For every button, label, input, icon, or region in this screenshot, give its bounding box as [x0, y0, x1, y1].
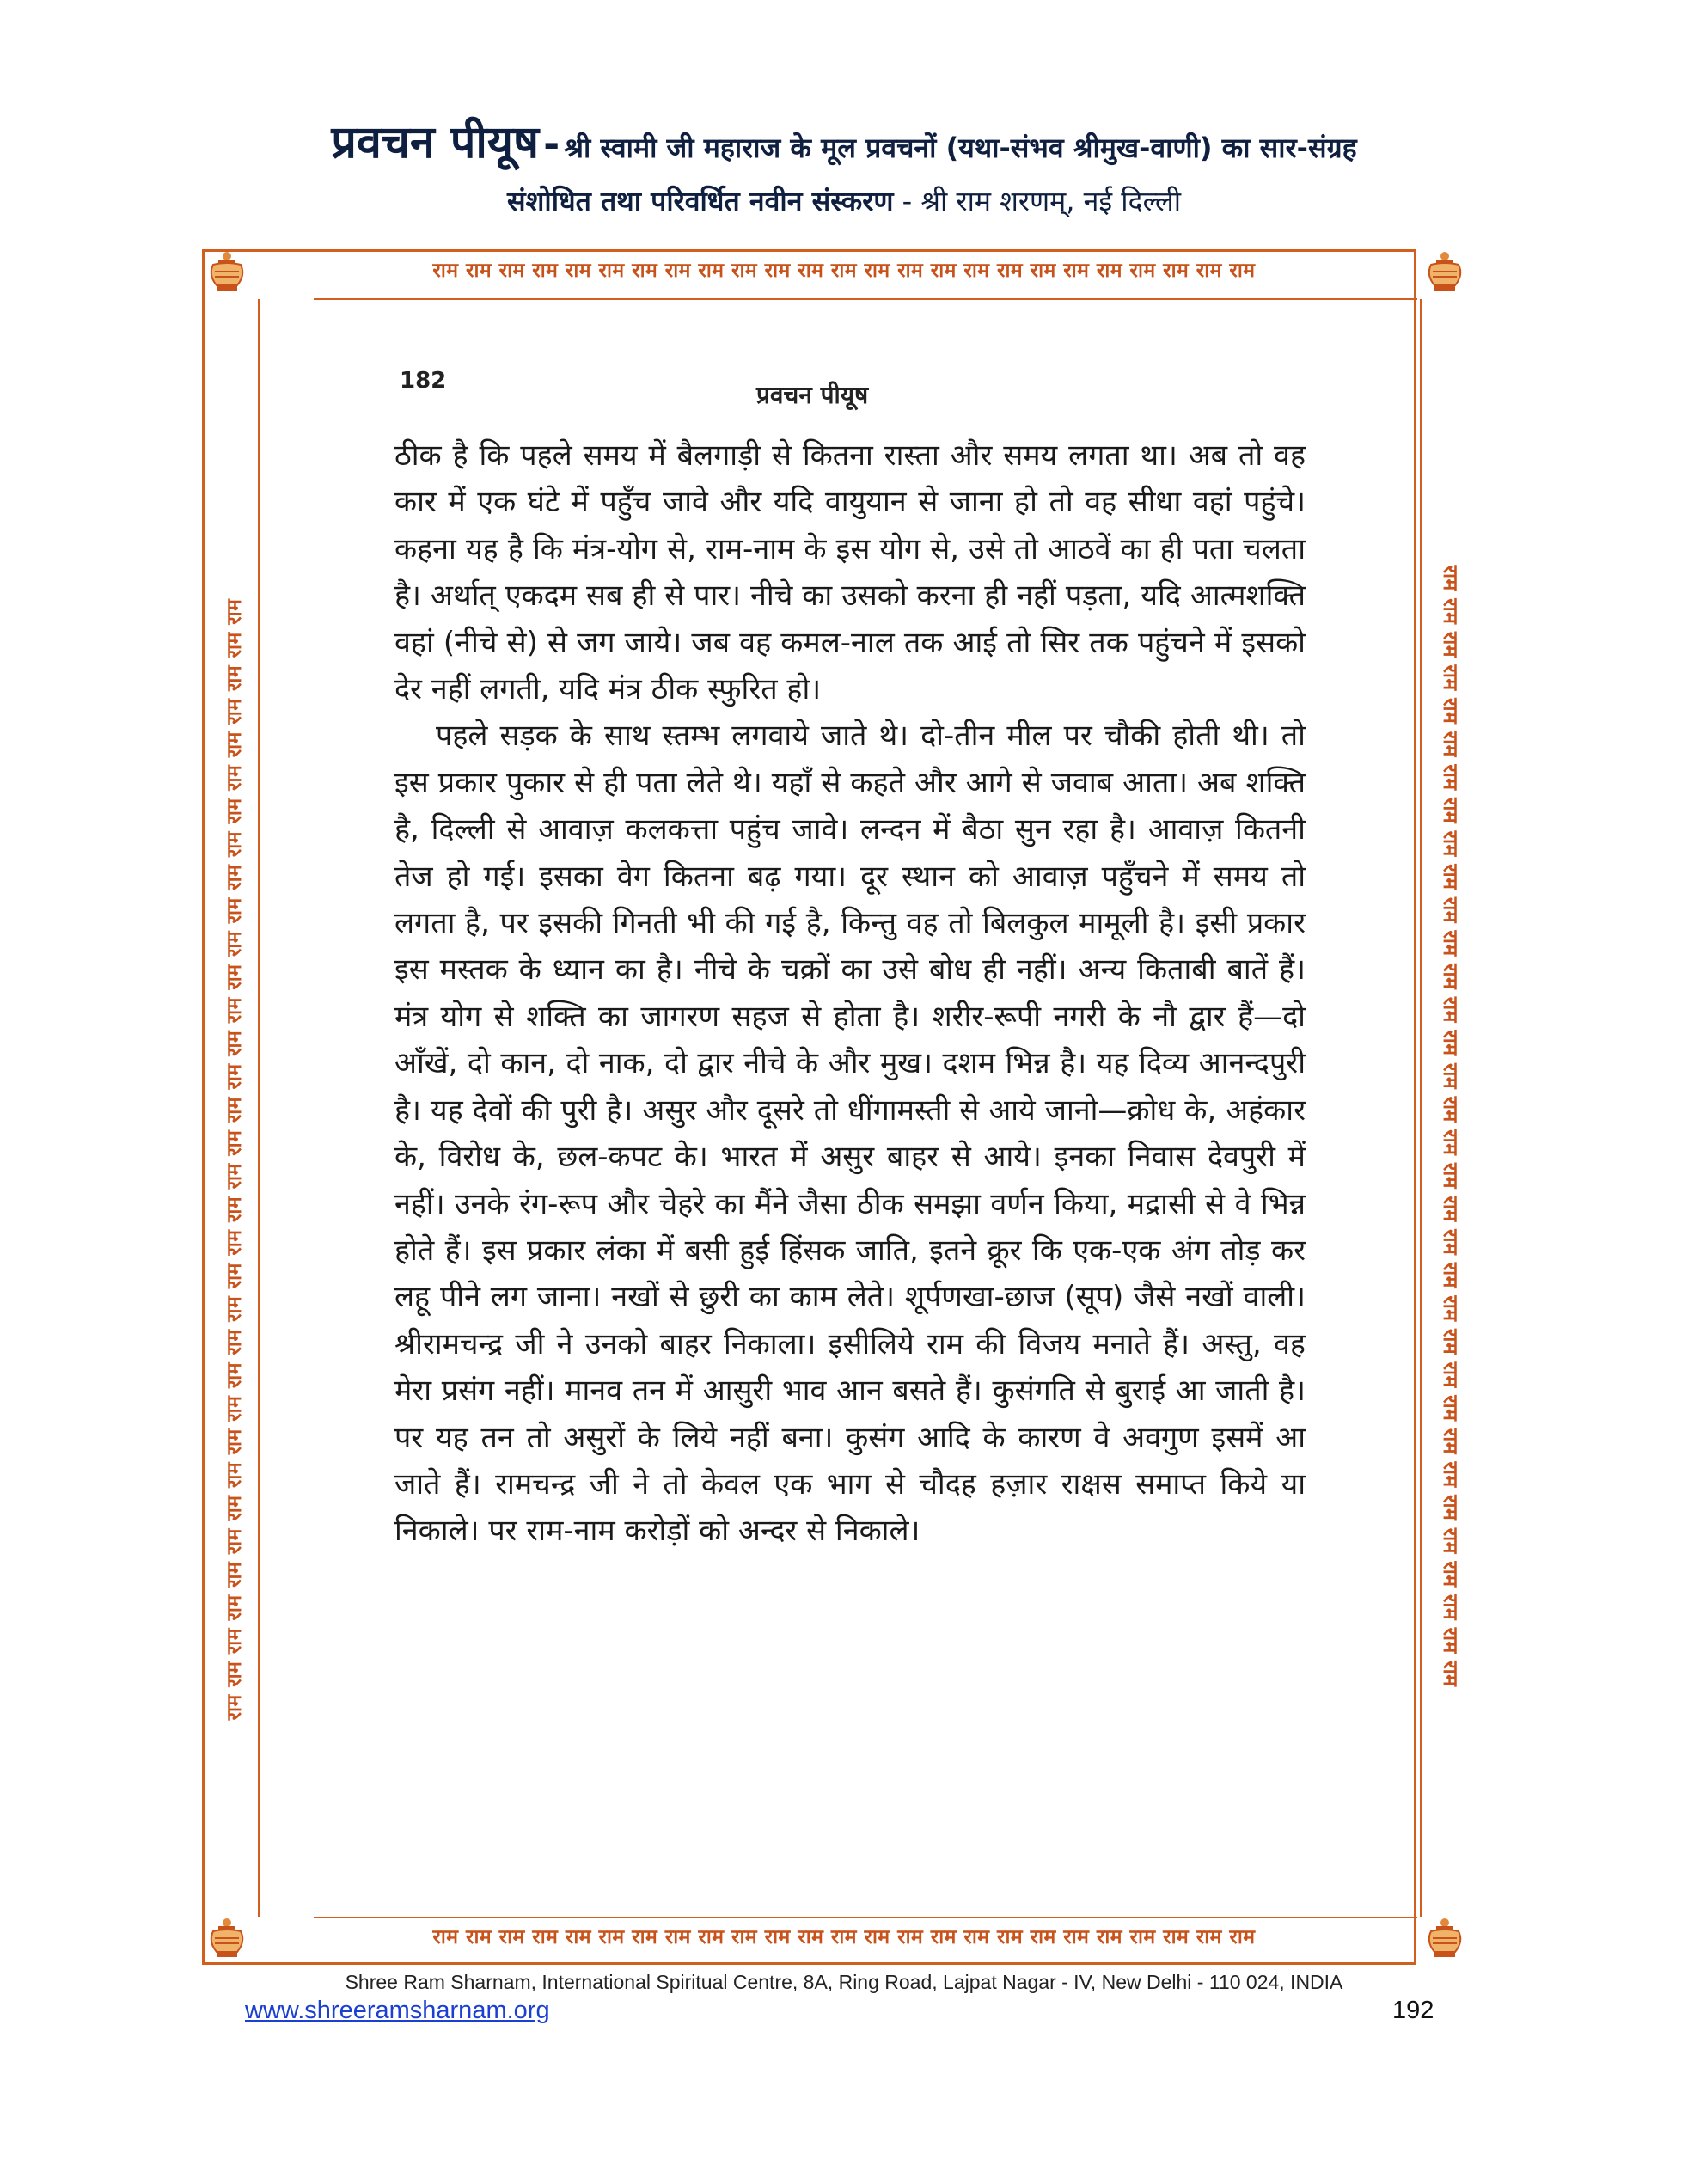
inner-rule-bottom: [314, 1917, 1417, 1918]
inner-rule-left: [258, 299, 260, 1917]
paragraph: ठीक है कि पहले समय में बैलगाड़ी से कितना रास्ता और समय लगता था। अब तो वह कार में एक घंटे में पहुँच जावे और यदि वायुयान से जाना हो तो वह सीधा वहां पहुंचे। कहना यह है कि मंत्र-योग से, राम-नाम के इस योग से, उसे तो आठवें का ही पता चलता है। अर्थात् एकदम सब ही से पार। नीचे का उसको करना ही नहीं पड़ता, यदि आत्मशक्ति वहां (नीचे से) से जग जाये। जब वह कमल-नाल तक आई तो सिर तक पहुंचने में इसको देर नहीं लगती, यदि मंत्र ठीक स्फुरित हो।: [394, 438, 1306, 707]
book-subtitle: श्री स्वामी जी महाराज के मूल प्रवचनों (यथा-संभव श्रीमुख-वाणी) का सार-संग्रह: [564, 132, 1357, 164]
kalash-icon: [205, 1916, 249, 1961]
ram-border-bottom: राम राम राम राम राम राम राम राम राम राम राम राम राम राम राम राम राम राम राम राम राम राम राम राम राम: [432, 1926, 1256, 1948]
book-title: प्रवचन पीयूष: [331, 117, 540, 168]
inner-page-title: प्रवचन पीयूष: [756, 381, 869, 409]
inner-page-number: 182: [400, 368, 447, 394]
kalash-icon: [1422, 1916, 1467, 1961]
kalash-icon: [1422, 249, 1467, 294]
inner-rule-top: [314, 298, 1417, 300]
kalash-icon: [205, 249, 249, 294]
footer-address: Shree Ram Sharnam, International Spiritual Centre, 8A, Ring Road, Lajpat Nagar - IV, New Delhi - 110 024, INDIA: [345, 1971, 1343, 1993]
header-edition-line: [0, 182, 1688, 219]
inner-rule-right: [1420, 299, 1422, 1917]
ram-border-left: राम राम राम राम राम राम राम राम राम राम राम राम राम राम राम राम राम राम राम राम राम राम राम राम राम राम राम राम राम राम राम राम राम राम: [223, 598, 246, 1721]
footer-page-number: 192: [1392, 1997, 1434, 2024]
edition-label: संशोधित तथा परिवर्धित नवीन संस्करण: [507, 185, 894, 217]
body-text: [394, 432, 1306, 1555]
header-title-line: [0, 110, 1688, 171]
ram-border-top: राम राम राम राम राम राम राम राम राम राम राम राम राम राम राम राम राम राम राम राम राम राम राम राम राम: [432, 260, 1256, 282]
ram-border-right: राम राम राम राम राम राम राम राम राम राम राम राम राम राम राम राम राम राम राम राम राम राम राम राम राम राम राम राम राम राम राम राम राम राम: [1439, 565, 1461, 1687]
website-link[interactable]: www.shreeramsharnam.org: [245, 1997, 550, 2024]
title-separator: -: [543, 120, 560, 167]
paragraph: पहले सड़क के साथ स्तम्भ लगवाये जाते थे। दो-तीन मील पर चौकी होती थी। तो इस प्रकार पुकार से ही पता लेते थे। यहाँ से कहते और आगे से जवाब आता। अब शक्ति है, दिल्ली से आवाज़ कलकत्ता पहुंच जावे। लन्दन में बैठा सुन रहा है। आवाज़ कितनी तेज हो गई। इसका वेग कितना बढ़ गया। दूर स्थान को आवाज़ पहुँचने में समय तो लगता है, पर इसकी गिनती भी की गई है, किन्तु वह तो बिलकुल मामूली है। इसी प्रकार इस मस्तक के ध्यान का है। नीचे के चक्रों का उसे बोध ही नहीं। अन्य किताबी बातें हैं। मंत्र योग से शक्ति का जागरण सहज से होता है। शरीर-रूपी नगरी के नौ द्वार हैं—दो आँखें, दो कान, दो नाक, दो द्वार नीचे के और मुख। दशम भिन्न है। यह दिव्य आनन्दपुरी है। यह देवों की पुरी है। असुर और दूसरे तो धींगामस्ती से आये जानो—क्रोध के, अहंकार के, विरोध के, छल-कपट के। भारत में असुर बाहर से आये। इनका निवास देवपुरी में नहीं। उनके रंग-रूप और चेहरे का मैंने जैसा ठीक समझा वर्णन किया, मद्रासी से वे भिन्न होते हैं। इस प्रकार लंका में बसी हुई हिंसक जाति, इतने क्रूर कि एक-एक अंग तोड़ कर लहू पीने लग जाना। नखों से छुरी का काम लेते। शूर्पणखा-छाज (सूप) जैसे नखों वाली। श्रीरामचन्द्र जी ने उनको बाहर निकाला। इसीलिये राम की विजय मनाते हैं। अस्तु, वह मेरा प्रसंग नहीं। मानव तन में आसुरी भाव आन बसते हैं। कुसंगति से बुराई आ जाती है। पर यह तन तो असुरों के लिये नहीं बना। कुसंग आदि के कारण वे अवगुण इसमें आ जाते हैं। रामचन्द्र जी ने तो केवल एक भाग से चौदह हज़ार राक्षस समाप्त किये या निकाले। पर राम-नाम करोड़ों को अन्दर से निकाले।: [394, 719, 1306, 1549]
edition-publisher: - श्री राम शरणम्, नई दिल्ली: [893, 185, 1181, 217]
